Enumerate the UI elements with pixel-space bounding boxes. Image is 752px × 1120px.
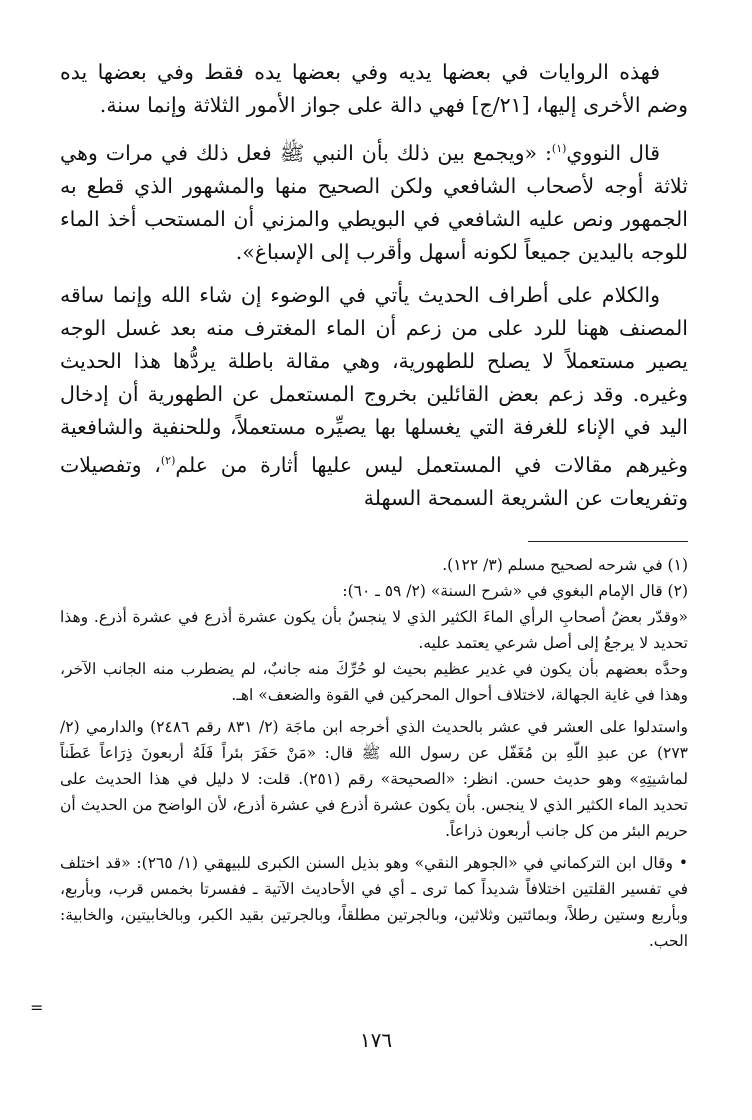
nawawi-intro: قال النووي <box>566 140 660 165</box>
paragraph-2 <box>60 132 688 269</box>
footnote-ref-1[interactable]: (١) <box>551 142 567 155</box>
footnote-1: (١) في شرحه لصحيح مسلم (٣/ ١٢٢). <box>442 555 688 574</box>
footnote-ref-2[interactable]: (٢) <box>160 453 176 467</box>
footnote-quote-1: «وقدّر بعضُ أصحابِ الرأي الماءَ الكثير الذي لا ينجسُ بأن يكون عشرة أذرع في عشرة أذرع. وهذا تحديد لا يرجعُ إلى أصل شرعي يعتمد عليه. <box>60 607 688 652</box>
footnote-divider <box>528 541 688 542</box>
footnote-quote-2: وحدَّه بعضهم بأن يكون في غدير عظيم بحيث لو حُرِّكَ منه جانبٌ، لم يضطرب منه الجانب الآخر، وهذا في غاية الجهالة، لاختلاف أحوال المحركين في القوة والضعف» اهـ. <box>60 659 688 704</box>
page-number: ١٧٦ <box>359 1028 393 1052</box>
page-body <box>60 56 688 954</box>
footnotes <box>60 552 688 954</box>
continuation-mark: = <box>30 998 44 1017</box>
paragraph-1: فهذه الروايات في بعضها يديه وفي بعضها يده فقط وفي بعضها يده وضم الأخرى إليها، [٢١/ج] فهي دالة على جواز الأمور الثلاثة وإنما سنة. <box>60 60 688 117</box>
paragraph-3 <box>60 279 688 515</box>
paragraph-3-text: والكلام على أطراف الحديث يأتي في الوضوء إن شاء الله وإنما ساقه المصنف ههنا للرد على من زعم أن الماء المغترف منه بعد غسل الوجه يصير مستعملاً لا يصلح للطهورية، وهي مقالة باطلة يردُّها هذا الحديث وغيره. وقد زعم بعض القائلين بخروج المستعمل عن الطهورية أن إدخال اليد في الإناء للغرفة التي يغسلها بها يصيِّره مستعملاً، وللحنفية والشافعية وغيرهم مقالات في المستعمل ليس عليها أثارة من علم <box>60 282 688 477</box>
footnote-2: (٢) قال الإمام البغوي في «شرح السنة» (٢/ ٥٩ ـ ٦٠): <box>342 581 688 600</box>
nawawi-quote: : «ويجمع بين ذلك بأن النبي ﷺ فعل ذلك في مرات وهي ثلاثة أوجه لأصحاب الشافعي ولكن الصحيح منها والمشهور الذي قطع به الجمهور ونص عليه الشافعي في البويطي والمزني أن المستحب أخذ الماء للوجه باليدين جميعاً لكونه أسهل وأقرب إلى الإسباغ». <box>60 140 688 264</box>
paragraph-3-tail: ، وتفصيلات وتفريعات عن الشريعة السمحة السهلة <box>60 452 688 510</box>
main-text <box>60 56 688 515</box>
footnote-quote-3: واستدلوا على العشر في عشر بالحديث الذي أخرجه ابن ماجَة (٢/ ٨٣١ رقم ٢٤٨٦) والدارمي (٢/ ٢٧٣) عن عبدِ اللّهِ بن مُغَفّل عن رسول الله ﷺ قال: «مَنْ حَفَرَ بئراً فَلَهُ أربعونَ ذِرَاعاً عَطَناً لماشيتِهِ» وهو حديث حسن. انظر: «الصحيحة» رقم (٢٥١). قلت: لا دليل في هذا الحديث على تحديد الماء الكثير الذي لا ينجس. بأن يكون عشرة أذرع في عشرة أذرع، لأن الواضح من الحديث أن حريم البئر من كل جانب أربعون ذراعاً. <box>60 717 688 840</box>
footnote-quote-4: • وقال ابن التركماني في «الجوهر النقي» وهو بذيل السنن الكبرى للبيهقي (١/ ٢٦٥): «قد اختلف في تفسير القلتين اختلافاً شديداً كما ترى ـ أي في الأحاديث الآتية ـ ففسرتا بخمس قرب، وبأربع، وبأربع وستين رطلاً، وبمائتين وثلاثين، وبالجرتين مطلقاً، وبالجرتين بقيد الكبر، وبالخابيتين، والخابية: الحب. <box>60 853 688 950</box>
